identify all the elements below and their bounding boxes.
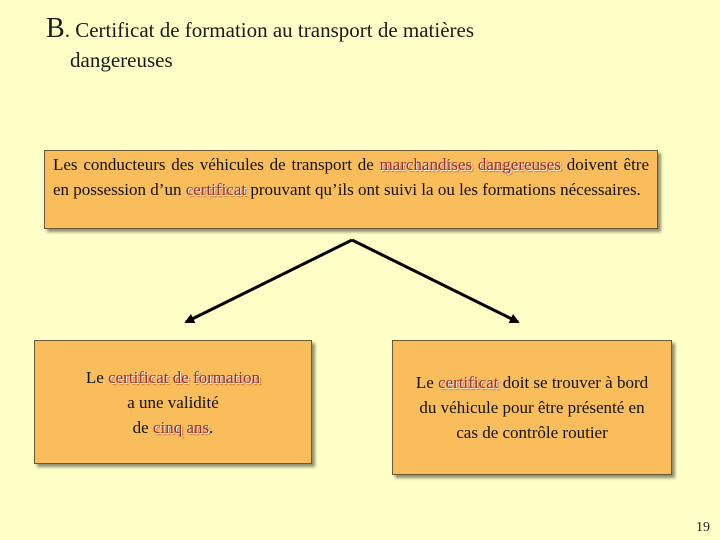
intro-highlight-dangerous-goods: marchandises dangereuses	[379, 155, 561, 174]
validity-text-3: de	[132, 417, 153, 437]
validity-text-4: .	[209, 417, 214, 437]
intro-text-1: Les conducteurs des véhicules de transport de	[53, 155, 380, 174]
intro-highlight-certificate: certificat	[185, 180, 247, 199]
validity-text-2: a une validité	[127, 392, 219, 412]
validity-box	[34, 340, 312, 464]
validity-highlight-five-years: cinq ans	[152, 417, 210, 437]
arrow-right	[352, 240, 518, 322]
intro-text-3: prouvant qu’ils ont suivi la ou les formations nécessaires.	[246, 180, 641, 199]
arrow-left	[186, 240, 352, 322]
title-section-letter: B	[46, 13, 65, 44]
onboard-text-2: doit se trouver à bord du véhicule pour être présenté en cas de contrôle routier	[419, 373, 649, 442]
onboard-text-1: Le	[415, 373, 439, 392]
page-number: 19	[696, 520, 710, 535]
validity-text-1: Le	[85, 367, 109, 387]
intro-text-2: doivent être en possession d’un	[53, 155, 650, 199]
onboard-highlight-certificate: certificat	[438, 373, 499, 392]
validity-text	[86, 365, 260, 440]
title-line-1: . Certificat de formation au transport de matières	[64, 18, 475, 42]
title-line-2: dangereuses	[70, 48, 173, 72]
validity-highlight-certificate: certificat de formation	[108, 367, 261, 387]
onboard-box	[392, 340, 672, 475]
onboard-text	[407, 370, 657, 445]
